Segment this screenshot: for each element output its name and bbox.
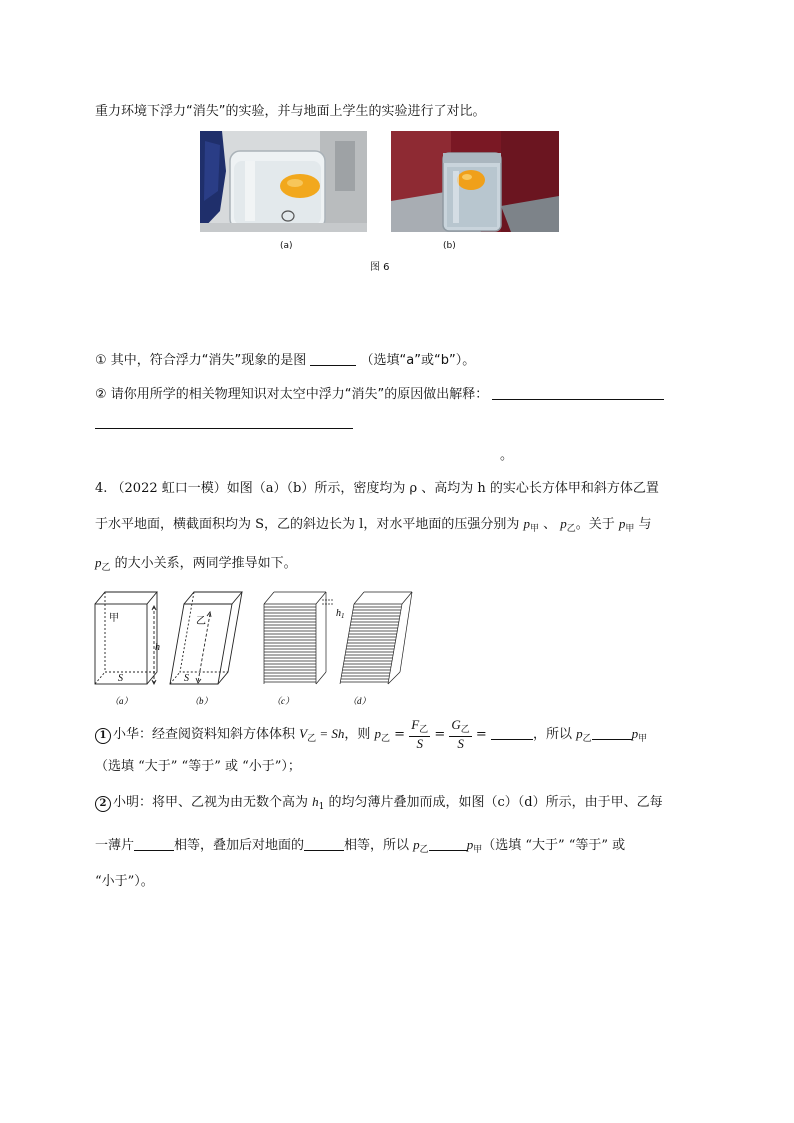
xiaohua-text: 小华：经查阅资料知斜方体体积	[113, 727, 300, 742]
eq-sh: = Sh	[316, 726, 345, 741]
q4-line2-text: 于水平地面，横截面积均为 S，乙的斜边长为 l，对水平地面的压强分别为	[95, 517, 524, 532]
circled-number-1: 1	[95, 728, 111, 744]
answer-blank[interactable]	[304, 837, 344, 851]
sheet-edge	[316, 592, 326, 604]
label-d: （d）	[348, 696, 371, 706]
sub-jia: 甲	[473, 845, 483, 855]
xiaoming-text: （选填 “大于” “等于” 或	[482, 838, 626, 853]
xiaohua-text: ，所以	[532, 727, 577, 742]
label-jia: 甲	[109, 613, 119, 624]
xiaoming-text: 相等，叠加后对地面的	[174, 838, 305, 853]
label-S-a: S	[118, 673, 123, 684]
sub-yi: 乙	[101, 563, 111, 573]
figure-label-b: (b)	[443, 241, 456, 251]
q4-line3-text: 的大小关系，两同学推导如下。	[110, 556, 297, 571]
fraction-G-over-S: $\frac{G_乙}{S}$	[451, 717, 470, 751]
xiaoming-text: 相等，所以	[344, 838, 414, 853]
sub-jia: 甲	[625, 524, 635, 534]
q4-line-2	[95, 515, 652, 538]
prism-b	[170, 592, 242, 684]
p-symbol: p	[618, 516, 626, 531]
label-a: （a）	[110, 696, 133, 706]
q3-item-1	[95, 352, 475, 370]
circled-number-2: 2	[95, 796, 111, 812]
xiaohua-text: ，则	[344, 727, 375, 742]
sub-yi: 乙	[566, 524, 576, 534]
stack-c	[264, 592, 326, 684]
q3-item1-prefix: ① 其中，符合浮力“消失”现象的是图	[95, 353, 307, 368]
answer-blank[interactable]	[491, 726, 533, 740]
label-h: h	[155, 642, 160, 653]
end-mark: 。	[500, 448, 514, 463]
sub-jia: 甲	[638, 734, 648, 744]
sheet-edge	[354, 592, 364, 604]
xiaoming-line-1	[95, 793, 663, 816]
p-symbol: p	[523, 516, 530, 531]
q3-item1-suffix: （选填“a”或“b”）。	[360, 353, 476, 368]
answer-blank[interactable]	[429, 837, 467, 851]
sub-jia: 甲	[529, 524, 539, 534]
p-symbol: p	[374, 726, 382, 741]
q4-line-1: 4. （2022 虹口一模）如图（a）（b）所示，密度均为 ρ 、高均为 h 的实心长方体甲和斜方体乙置	[95, 481, 659, 496]
p-symbol: p	[560, 516, 567, 531]
q4-line2-text: 与	[634, 517, 652, 532]
p-symbol: p	[413, 837, 420, 852]
stack-d	[340, 592, 412, 684]
intro-line: 重力环境下浮力“消失”的实验，并与地面上学生的实验进行了对比。	[95, 104, 486, 119]
sub-yi: 乙	[582, 734, 592, 744]
answer-blank[interactable]	[592, 726, 632, 740]
label-b: （b）	[190, 696, 213, 706]
p-symbol: p	[631, 726, 639, 741]
answer-blank[interactable]	[134, 837, 174, 851]
q3-item2-text: ② 请你用所学的相关物理知识对太空中浮力“消失”的原因做出解释：	[95, 387, 489, 402]
figure-caption: 图 6	[370, 262, 390, 273]
photo-a	[200, 131, 367, 232]
sheet-edge	[316, 672, 326, 684]
equals: =	[390, 727, 410, 742]
h1-marker	[322, 600, 334, 604]
p-symbol: p	[466, 837, 474, 852]
blocks-diagram	[92, 588, 422, 708]
p-symbol: p	[576, 726, 583, 741]
answer-blank[interactable]	[310, 352, 356, 366]
answer-line[interactable]	[95, 428, 353, 429]
sub-yi: 乙	[419, 845, 429, 855]
separator: 、	[538, 517, 561, 532]
equals: =	[471, 727, 491, 742]
h-symbol: h	[312, 794, 319, 809]
xiaoming-text: 一薄片	[95, 838, 135, 853]
label-h1: $h_1$	[336, 608, 345, 620]
p-symbol: p	[95, 555, 102, 570]
xiaohua-line	[95, 718, 647, 753]
equals: =	[430, 727, 450, 742]
photo-b	[391, 131, 559, 232]
xiaoming-line-3: “小于”）。	[95, 874, 154, 889]
figure-label-a: (a)	[280, 241, 293, 251]
q4-line-3	[95, 554, 297, 577]
xiaoming-text: 的均匀薄片叠加而成，如图（c）（d）所示，由于甲、乙每	[324, 795, 663, 810]
label-c: （c）	[272, 696, 294, 706]
sheet-edge	[264, 592, 274, 604]
xiaoming-line-2	[95, 836, 625, 859]
fraction-F-over-S: $\frac{F_乙}{S}$	[411, 717, 429, 751]
sub-yi: 乙	[381, 734, 391, 744]
answer-blank[interactable]	[492, 386, 664, 400]
label-yi: 乙	[196, 616, 206, 627]
xiaohua-options: （选填 “大于” “等于” 或 “小于”）；	[95, 759, 301, 774]
q4-line2-text: 。关于	[575, 517, 619, 532]
xiaoming-text: 小明：将甲、乙视为由无数个高为	[113, 795, 313, 810]
label-S-b: S	[184, 673, 189, 684]
h-sub: 1	[318, 802, 325, 812]
prism-a	[95, 592, 157, 684]
sub-yi: 乙	[307, 734, 317, 744]
q3-item-2	[95, 386, 664, 404]
v-symbol: V	[299, 726, 308, 741]
